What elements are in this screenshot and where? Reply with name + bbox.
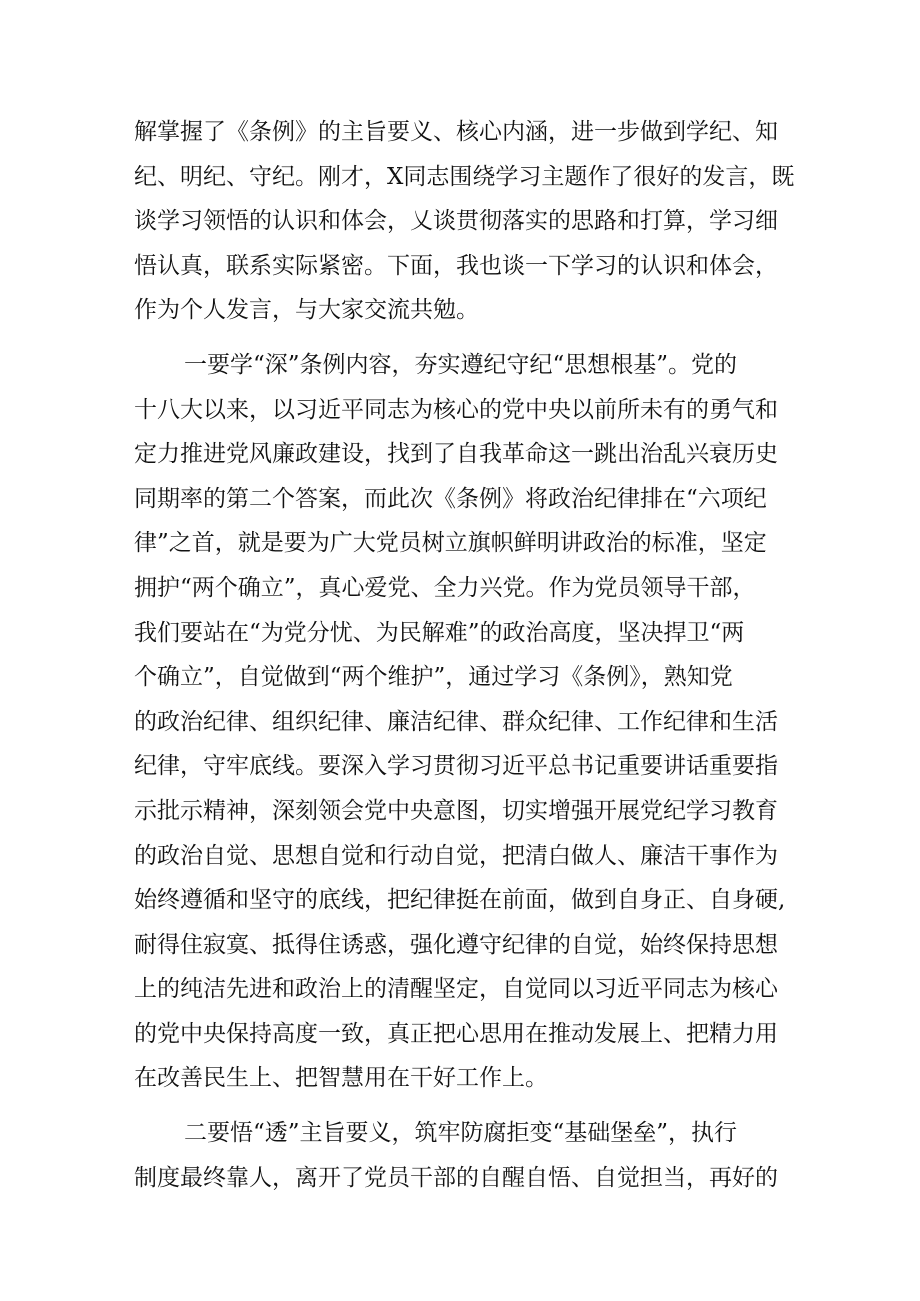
text-line: 始终遵循和坚守的底线，把纪律挺在前面，做到自身正、自身硬, bbox=[134, 887, 786, 914]
paragraph-spacing bbox=[134, 333, 794, 343]
text-line: 律”之首，就是要为广大党员树立旗帜鲜明讲政治的标准，坚定 bbox=[134, 530, 767, 557]
text-line: 的党中央保持高度一致，真正把心思用在推动发展上、把精力用 bbox=[134, 1020, 778, 1047]
text-line: 上的纯洁先进和政治上的清醒坚定，自觉同以习近平同志为核心 bbox=[134, 976, 778, 1003]
text-line: 解掌握了《条例》的主旨要义、核心内涵，进一步做到学纪、知 bbox=[134, 119, 778, 145]
text-line: 谈学习领悟的认识和体会，乂谈贯彻落实的思路和打算，学习细 bbox=[134, 208, 778, 235]
text-line: 一要学“深”条例内容，夯实遵纪守纪“思想根基”。党的 bbox=[184, 351, 738, 378]
text-line: 纪、明纪、守纪。刚才，X同志围绕学习主题作了很好的发言，既 bbox=[134, 163, 795, 190]
text-line: 定力推进党风廉政建设，找到了自我革命这一跳出治乱兴衰历史 bbox=[134, 441, 778, 468]
text-line: 我们要站在“为党分忧、为民解难”的政治高度，坚决捍卫“两 bbox=[134, 619, 745, 646]
paragraph-spacing bbox=[134, 1101, 794, 1111]
paragraph-point-two bbox=[134, 1111, 794, 1200]
text-line: 的政治纪律、组织纪律、廉洁纪律、群众纪律、工作纪律和生活 bbox=[134, 708, 778, 735]
paragraph-intro-continuation bbox=[134, 110, 794, 333]
document-body bbox=[134, 110, 794, 1200]
text-line: 二要悟“透”主旨要义，筑牢防腐拒变“基础堡垒”，执行 bbox=[184, 1120, 738, 1147]
text-line: 耐得住寂寞、抵得住诱惑，强化遵守纪律的自觉，始终保持思想 bbox=[134, 931, 778, 958]
text-line: 十八大以来，以习近平同志为核心的党中央以前所未有的勇气和 bbox=[134, 396, 778, 423]
text-line: 在改善民生上、把智慧用在干好工作上。 bbox=[134, 1065, 548, 1092]
text-line: 制度最终靠人，离开了党员干部的自醒自悟、自觉担当，再好的 bbox=[134, 1164, 778, 1191]
text-line: 个确立”，自觉做到“两个维护”，通过学习《条例》，熟知党 bbox=[134, 664, 733, 691]
text-line: 拥护“两个确立”，真心爱党、全力兴党。作为党员领导干部， bbox=[134, 574, 756, 601]
text-line: 示批示精神，深刻领会党中央意图，切实增强开展党纪学习教育 bbox=[134, 797, 778, 824]
text-line: 的政治自觉、思想自觉和行动自觉，把清白做人、廉洁干事作为 bbox=[134, 842, 778, 869]
paragraph-point-one bbox=[134, 343, 794, 1101]
text-line: 同期率的第二个答案，而此次《条例》将政治纪律排在“六项纪 bbox=[134, 485, 767, 512]
text-line: 悟认真，联系实际紧密。下面，我也谈一下学习的认识和体会， bbox=[134, 252, 778, 279]
text-line: 纪律，守牢底线。要深入学习贯彻习近平总书记重要讲话重要指 bbox=[134, 753, 778, 780]
text-line: 作为个人发言，与大家交流共勉。 bbox=[134, 297, 479, 324]
